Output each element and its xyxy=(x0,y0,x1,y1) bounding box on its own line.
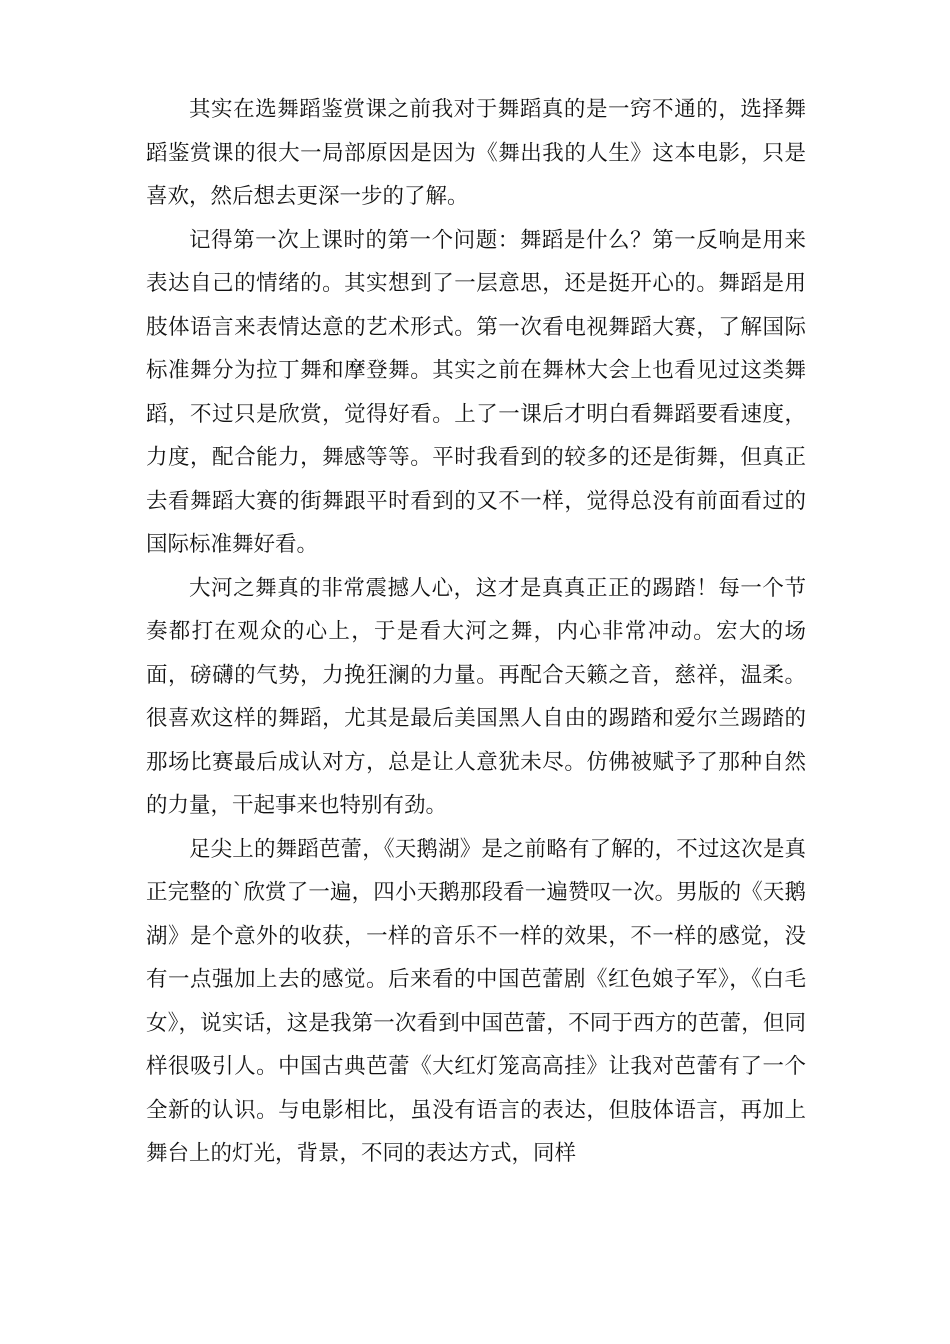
paragraph-4: 足尖上的舞蹈芭蕾，《天鹅湖》是之前略有了解的，不过这次是真正完整的`欣赏了一遍，四小天鹅那段看一遍赞叹一次。男版的《天鹅湖》是个意外的收获，一样的音乐不一样的效果，不一样的感觉，没有一点强加上去的感觉。后来看的中国芭蕾剧《红色娘子军》，《白毛女》，说实话，这是我第一次看到中国芭蕾，不同于西方的芭蕾，但同样很吸引人。中国古典芭蕾《大红灯笼高高挂》让我对芭蕾有了一个全新的认识。与电影相比，虽没有语言的表达，但肢体语言，再加上舞台上的灯光，背景，不同的表达方式，同样 xyxy=(146,836,806,1166)
paragraph-1: 其实在选舞蹈鉴赏课之前我对于舞蹈真的是一窍不通的，选择舞蹈鉴赏课的很大一局部原因是因为《舞出我的人生》这本电影，只是喜欢，然后想去更深一步的了解。 xyxy=(146,97,806,209)
paragraph-3: 大河之舞真的非常震撼人心，这才是真真正正的踢踏！每一个节奏都打在观众的心上，于是看大河之舞，内心非常冲动。宏大的场面，磅礴的气势，力挽狂澜的力量。再配合天籁之音，慈祥，温柔。很喜欢这样的舞蹈，尤其是最后美国黑人自由的踢踏和爱尔兰踢踏的那场比赛最后成认对方，总是让人意犹未尽。仿佛被赋予了那种自然的力量，干起事来也特别有劲。 xyxy=(146,575,806,818)
paragraph-2: 记得第一次上课时的第一个问题：舞蹈是什么？第一反响是用来表达自己的情绪的。其实想到了一层意思，还是挺开心的。舞蹈是用肢体语言来表情达意的艺术形式。第一次看电视舞蹈大赛，了解国际标准舞分为拉丁舞和摩登舞。其实之前在舞林大会上也看见过这类舞蹈，不过只是欣赏，觉得好看。上了一课后才明白看舞蹈要看速度，力度，配合能力，舞感等等。平时我看到的较多的还是街舞，但真正去看舞蹈大赛的街舞跟平时看到的又不一样，觉得总没有前面看过的国际标准舞好看。 xyxy=(146,227,806,557)
document-page xyxy=(146,88,806,1176)
